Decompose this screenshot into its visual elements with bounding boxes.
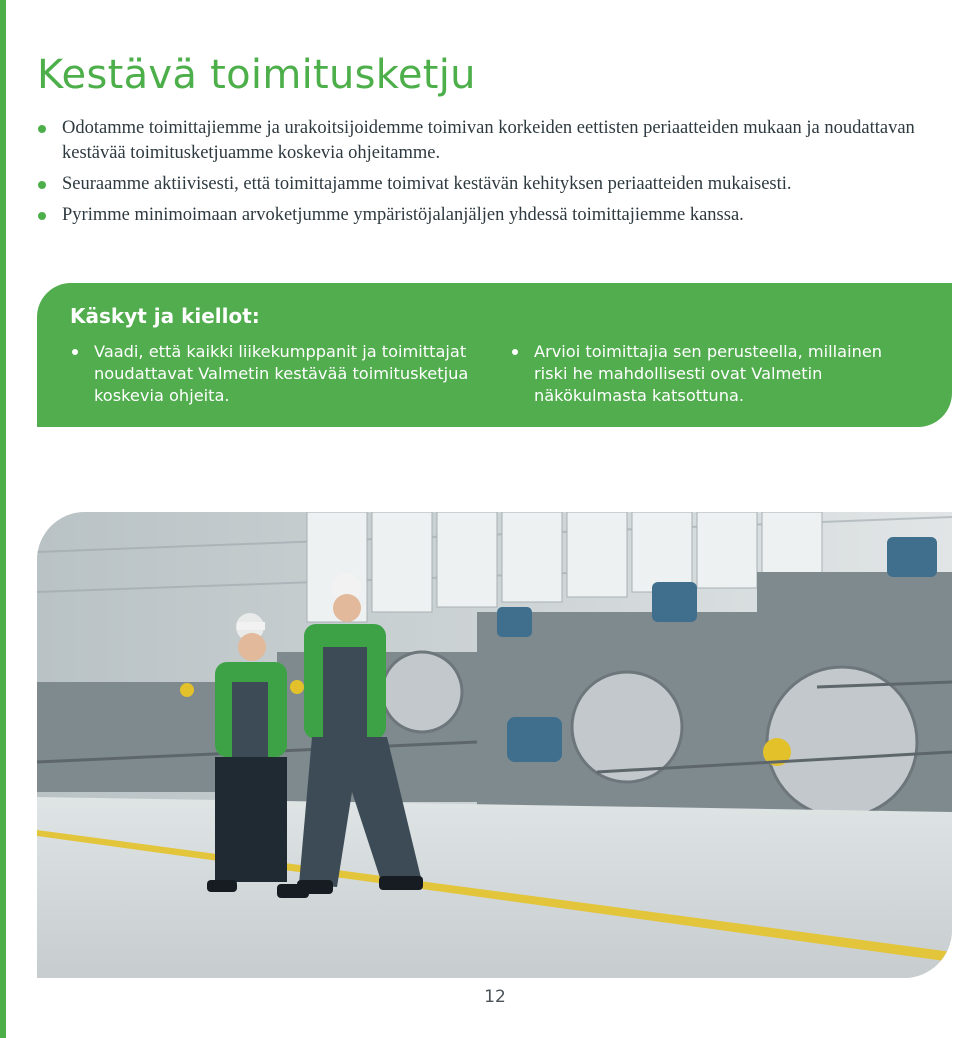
page-number: 12: [484, 987, 506, 1007]
bullet-dot-icon: [38, 212, 46, 220]
panel-list-item: [70, 341, 470, 407]
panel-item-text: Arvioi toimittajia sen perusteella, millainen riski he mahdollisesti ovat Valmetin näkökulmasta katsottuna.: [534, 342, 883, 405]
intro-bullet-list: [37, 116, 917, 234]
intro-bullet-item: [37, 203, 917, 228]
bullet-dot-icon: [512, 349, 518, 355]
panel-right-list: [510, 341, 910, 407]
intro-bullet-text: Seuraamme aktiivisesti, että toimittajamme toimivat kestävän kehityksen periaatteiden mukaisesti.: [62, 174, 792, 194]
factory-photo-illustration: [37, 512, 952, 978]
intro-bullet-text: Pyrimme minimoimaan arvoketjumme ympäristöjalanjäljen yhdessä toimittajiemme kanssa.: [62, 205, 744, 225]
panel-list-item: [510, 341, 910, 407]
bullet-dot-icon: [38, 125, 46, 133]
panel-item-text: Vaadi, että kaikki liikekumppanit ja toimittajat noudattavat Valmetin kestävää toimitusketjua koskevia ohjeita.: [94, 342, 469, 405]
bullet-dot-icon: [72, 349, 78, 355]
intro-bullet-item: [37, 116, 917, 166]
page-title: Kestävä toimitusketju: [37, 52, 476, 98]
bullet-dot-icon: [38, 181, 46, 189]
left-accent-bar: [0, 0, 6, 1038]
panel-heading: Käskyt ja kiellot:: [70, 304, 260, 328]
factory-photo: [37, 512, 952, 978]
panel-left-list: [70, 341, 470, 407]
intro-bullet-text: Odotamme toimittajiemme ja urakoitsijoidemme toimivan korkeiden eettisten periaatteiden mukaan ja noudattavan kestävää toimitusketjuamme koskevia ohjeitamme.: [62, 118, 915, 163]
dos-and-donts-panel: [37, 283, 952, 427]
intro-bullet-item: [37, 172, 917, 197]
